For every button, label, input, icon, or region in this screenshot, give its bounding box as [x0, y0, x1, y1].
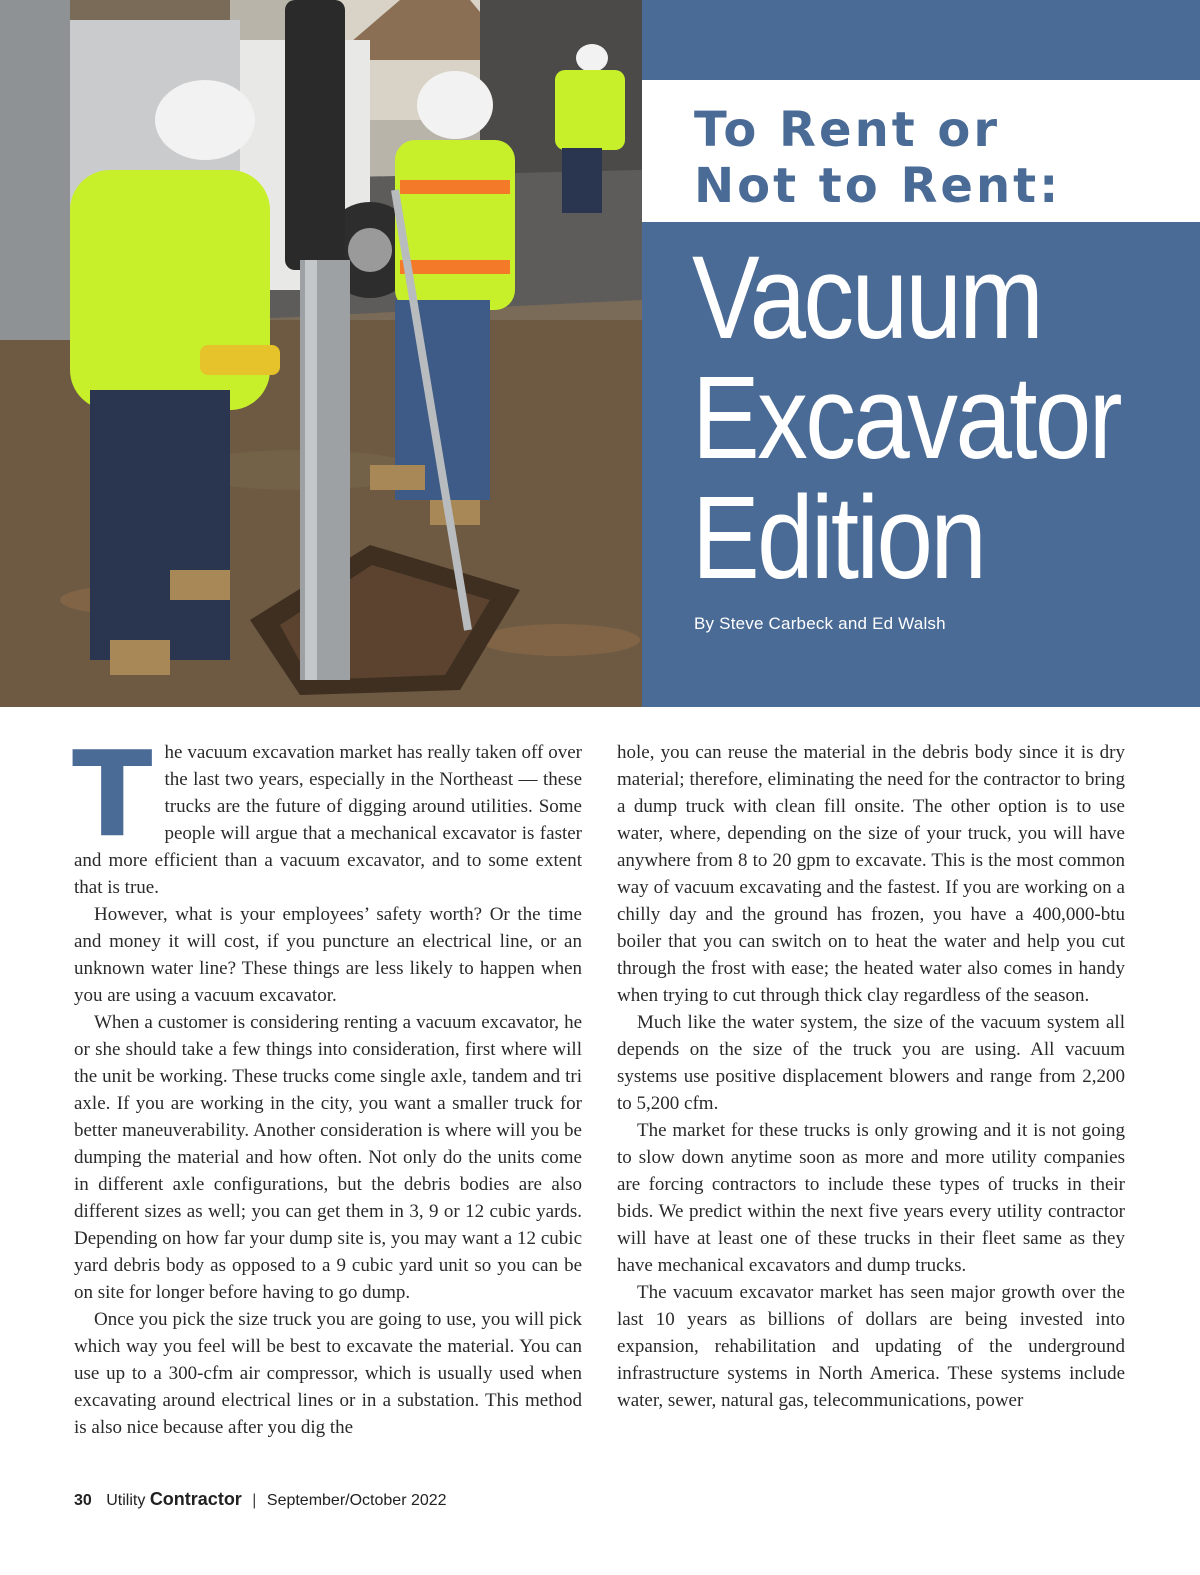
kicker-band: [642, 80, 1200, 222]
headline-line-1: Vacuum: [692, 232, 1042, 364]
paragraph-7: The vacuum excavator market has seen major growth over the last 10 years as billions of dollars are being invested into expansion, rehabilitation and updating of the underground infrastructure systems in North America. These systems include water, sewer, natural gas, telecommunications, power: [617, 1282, 1125, 1411]
hero-photo: [0, 0, 642, 707]
paragraph-3: When a customer is considering renting a vacuum excavator, he or she should take a few things into consideration, first where will the unit be working. These trucks come single axle, tandem and tri axle. If you are working in the city, you want a smaller truck for better maneuverability. Another consideration is where will you be dumping the material and how often. Not only do the units come in different axle configurations, but the debris bodies are also different sizes as well; you can get them in 3, 9 or 12 cubic yards. Depending on how far your dump site is, you may want a 12 cubic yard debris body as opposed to a 9 cubic yard unit so you can be on site for longer before having to go dump.: [74, 1012, 582, 1303]
left-column: [72, 725, 582, 1441]
paragraph-6: The market for these trucks is only growing and it is not going to slow down anytime soon as more and more utility companies are forcing contractors to include these types of trucks in their bids. We predict within the next five years every utility contractor will have at least one of these trucks in their fleet same as they have mechanical excavators and dump trucks.: [617, 1120, 1125, 1276]
title-panel: [642, 0, 1200, 707]
paragraph-1: [72, 725, 582, 901]
kicker-line-2: Not to Rent:: [694, 158, 1062, 214]
page-number: 30: [74, 1492, 92, 1509]
magazine-name-part1: Utility: [106, 1492, 146, 1509]
paragraph-4-continued: hole, you can reuse the material in the debris body since it is dry material; therefore, eliminating the need for the contractor to bring a dump truck with clean fill onsite. The other option is to use water, where, depending on the size of your truck, you will have anywhere from 8 to 20 gpm to excavate. This is the most common way of vacuum excavating and the fastest. If you are working on a chilly day and the ground has frozen, you have a 400,000-btu boiler that you can switch on to heat the water and help you cut through the frost with ease; the heated water also comes in handy when trying to cut through thick clay regardless of the season.: [617, 742, 1125, 1006]
footer-separator: |: [252, 1492, 257, 1509]
paragraph-1-text: he vacuum excavation market has really taken off over the last two years, especially in the Northeast — these trucks are the future of digging around utilities. Some people will argue that a mechanical excavator is faster and more efficient than a vacuum excavator, and to some extent that is true.: [74, 742, 582, 898]
right-column: [617, 739, 1125, 1414]
headline-line-2: Excavator: [692, 352, 1120, 484]
paragraph-5: Much like the water system, the size of the vacuum system all depends on the size of the truck you are using. All vacuum systems use positive displacement blowers and range from 2,200 to 5,200 cfm.: [617, 1012, 1125, 1114]
paragraph-2: However, what is your employees’ safety worth? Or the time and money it will cost, if you puncture an electrical line, or an unknown water line? These things are less likely to happen when you are using a vacuum excavator.: [74, 904, 582, 1006]
kicker-line-1: To Rent or: [694, 102, 1001, 158]
issue-date: September/October 2022: [266, 1492, 447, 1509]
headline: [692, 232, 1120, 604]
paragraph-4: Once you pick the size truck you are going to use, you will pick which way you feel will be best to excavate the material. You can use up to a 300-cfm air compressor, which is usually used when excavating around electrical lines or in a substation. This method is also nice because after you dig the: [74, 1309, 582, 1438]
magazine-name-part2: Contractor: [149, 1489, 242, 1509]
byline: By Steve Carbeck and Ed Walsh: [694, 614, 946, 633]
page-footer: [74, 1489, 447, 1510]
drop-cap: T: [72, 725, 153, 863]
headline-line-3: Edition: [692, 472, 985, 604]
